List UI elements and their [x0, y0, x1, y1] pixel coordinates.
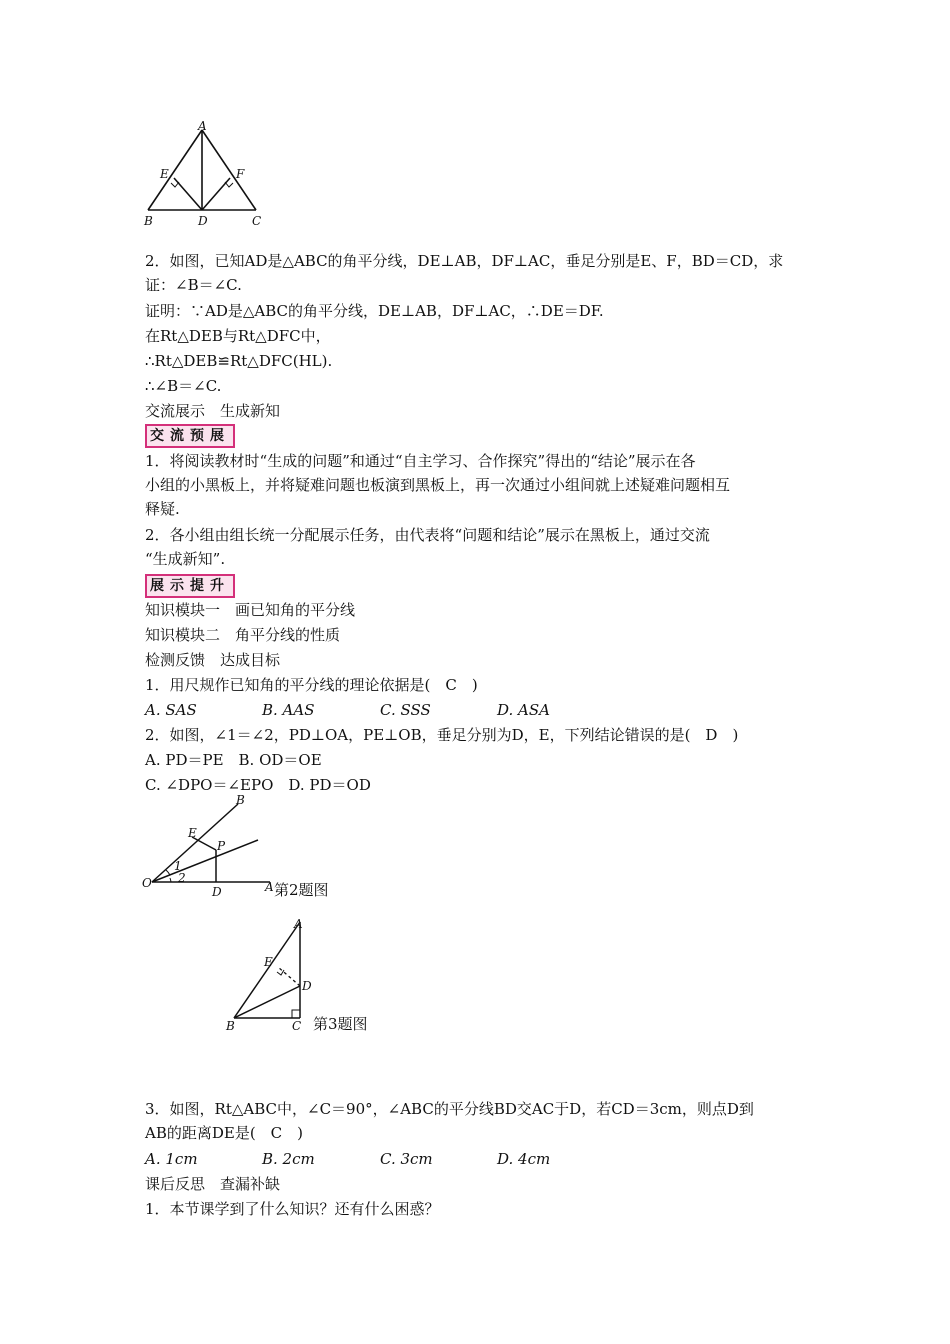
question-1-option-b: B. AAS — [262, 701, 315, 719]
q3-label-d: D — [302, 979, 312, 993]
q2-label-d: D — [212, 885, 222, 899]
section-heading-check: 检测反馈 达成目标 — [145, 651, 281, 669]
label-f: F — [236, 167, 245, 181]
label-e: E — [160, 167, 169, 181]
q2-label-angle-1: 1 — [174, 859, 182, 873]
proof-line2: 在Rt△DEB与Rt△DFC中， — [145, 327, 331, 345]
label-a: A — [198, 119, 207, 133]
q2-label-angle-2: 2 — [178, 871, 186, 885]
question-3-option-d: D. 4cm — [497, 1150, 551, 1168]
question-2-stem-line2: 证：∠B＝∠C. — [145, 276, 242, 294]
question-3-option-a: A. 1cm — [145, 1150, 198, 1168]
q2-label-b: B — [236, 793, 245, 807]
exchange-item2-line1: 2．各小组由组长统一分配展示任务，由代表将“问题和结论”展示在黑板上，通过交流 — [145, 526, 710, 544]
q2-label-p: P — [217, 839, 226, 853]
badge-exchange-preview: 交流预展 — [145, 424, 235, 448]
label-b: B — [144, 214, 153, 228]
q3-label-b: B — [226, 1019, 235, 1033]
question-1-option-d: D. ASA — [497, 701, 550, 719]
question-2-stem: 2．如图，∠1＝∠2，PD⊥OA，PE⊥OB，垂足分别为D，E，下列结论错误的是( D ) — [145, 726, 739, 744]
question-1-option-c: C. SSS — [380, 701, 431, 719]
label-d: D — [198, 214, 208, 228]
question-2-options-cd: C. ∠DPO＝∠EPO D. PD＝OD — [145, 776, 371, 794]
reflect-question-1: 1．本节课学到了什么知识？还有什么困惑？ — [145, 1200, 440, 1218]
q3-label-e: E — [264, 955, 273, 969]
question-2-figure-caption: 第2题图 — [274, 881, 329, 899]
figure-question-2 — [140, 792, 280, 902]
q2-label-o: O — [142, 876, 152, 890]
question-3-stem-line1: 3．如图，Rt△ABC中，∠C＝90°，∠ABC的平分线BD交AC于D，若CD＝3cm，则点D到 — [145, 1100, 754, 1118]
exchange-item1-line3: 释疑. — [145, 500, 180, 518]
q2-label-a: A — [265, 880, 274, 894]
question-3-option-b: B. 2cm — [262, 1150, 315, 1168]
section-heading-reflect: 课后反思 查漏补缺 — [145, 1175, 281, 1193]
knowledge-module-2: 知识模块二 角平分线的性质 — [145, 626, 341, 644]
proof-line4: ∴∠B＝∠C. — [145, 377, 222, 395]
q2-label-e: E — [188, 826, 197, 840]
q3-label-a: A — [294, 917, 303, 931]
question-2-options-ab: A. PD＝PE B. OD＝OE — [145, 751, 322, 769]
exchange-item1-line1: 1．将阅读教材时“生成的问题”和通过“自主学习、合作探究”得出的“结论”展示在各 — [145, 452, 696, 470]
exchange-item2-line2: “生成新知”. — [145, 550, 226, 568]
question-1-option-a: A. SAS — [145, 701, 197, 719]
figure-triangle-abc — [140, 118, 270, 230]
question-3-stem-line2: AB的距离DE是( C ) — [145, 1124, 304, 1142]
section-heading-exchange: 交流展示 生成新知 — [145, 402, 281, 420]
proof-line3: ∴Rt△DEB≌Rt△DFC(HL). — [145, 352, 333, 370]
badge-display-improve: 展示提升 — [145, 574, 235, 598]
figure-question-3 — [222, 914, 322, 1036]
exchange-item1-line2: 小组的小黑板上，并将疑难问题也板演到黑板上，再一次通过小组间就上述疑难问题相互 — [145, 476, 731, 494]
q3-label-c: C — [292, 1019, 302, 1033]
label-c: C — [252, 214, 262, 228]
question-3-option-c: C. 3cm — [380, 1150, 433, 1168]
question-3-figure-caption: 第3题图 — [313, 1015, 368, 1033]
question-2-stem-line1: 2．如图，已知AD是△ABC的角平分线，DE⊥AB，DF⊥AC，垂足分别是E、F，BD＝CD，求 — [145, 252, 784, 270]
proof-line1: 证明：∵AD是△ABC的角平分线，DE⊥AB，DF⊥AC，∴DE＝DF. — [145, 302, 604, 320]
question-1-stem: 1．用尺规作已知角的平分线的理论依据是( C ) — [145, 676, 478, 694]
knowledge-module-1: 知识模块一 画已知角的平分线 — [145, 601, 356, 619]
